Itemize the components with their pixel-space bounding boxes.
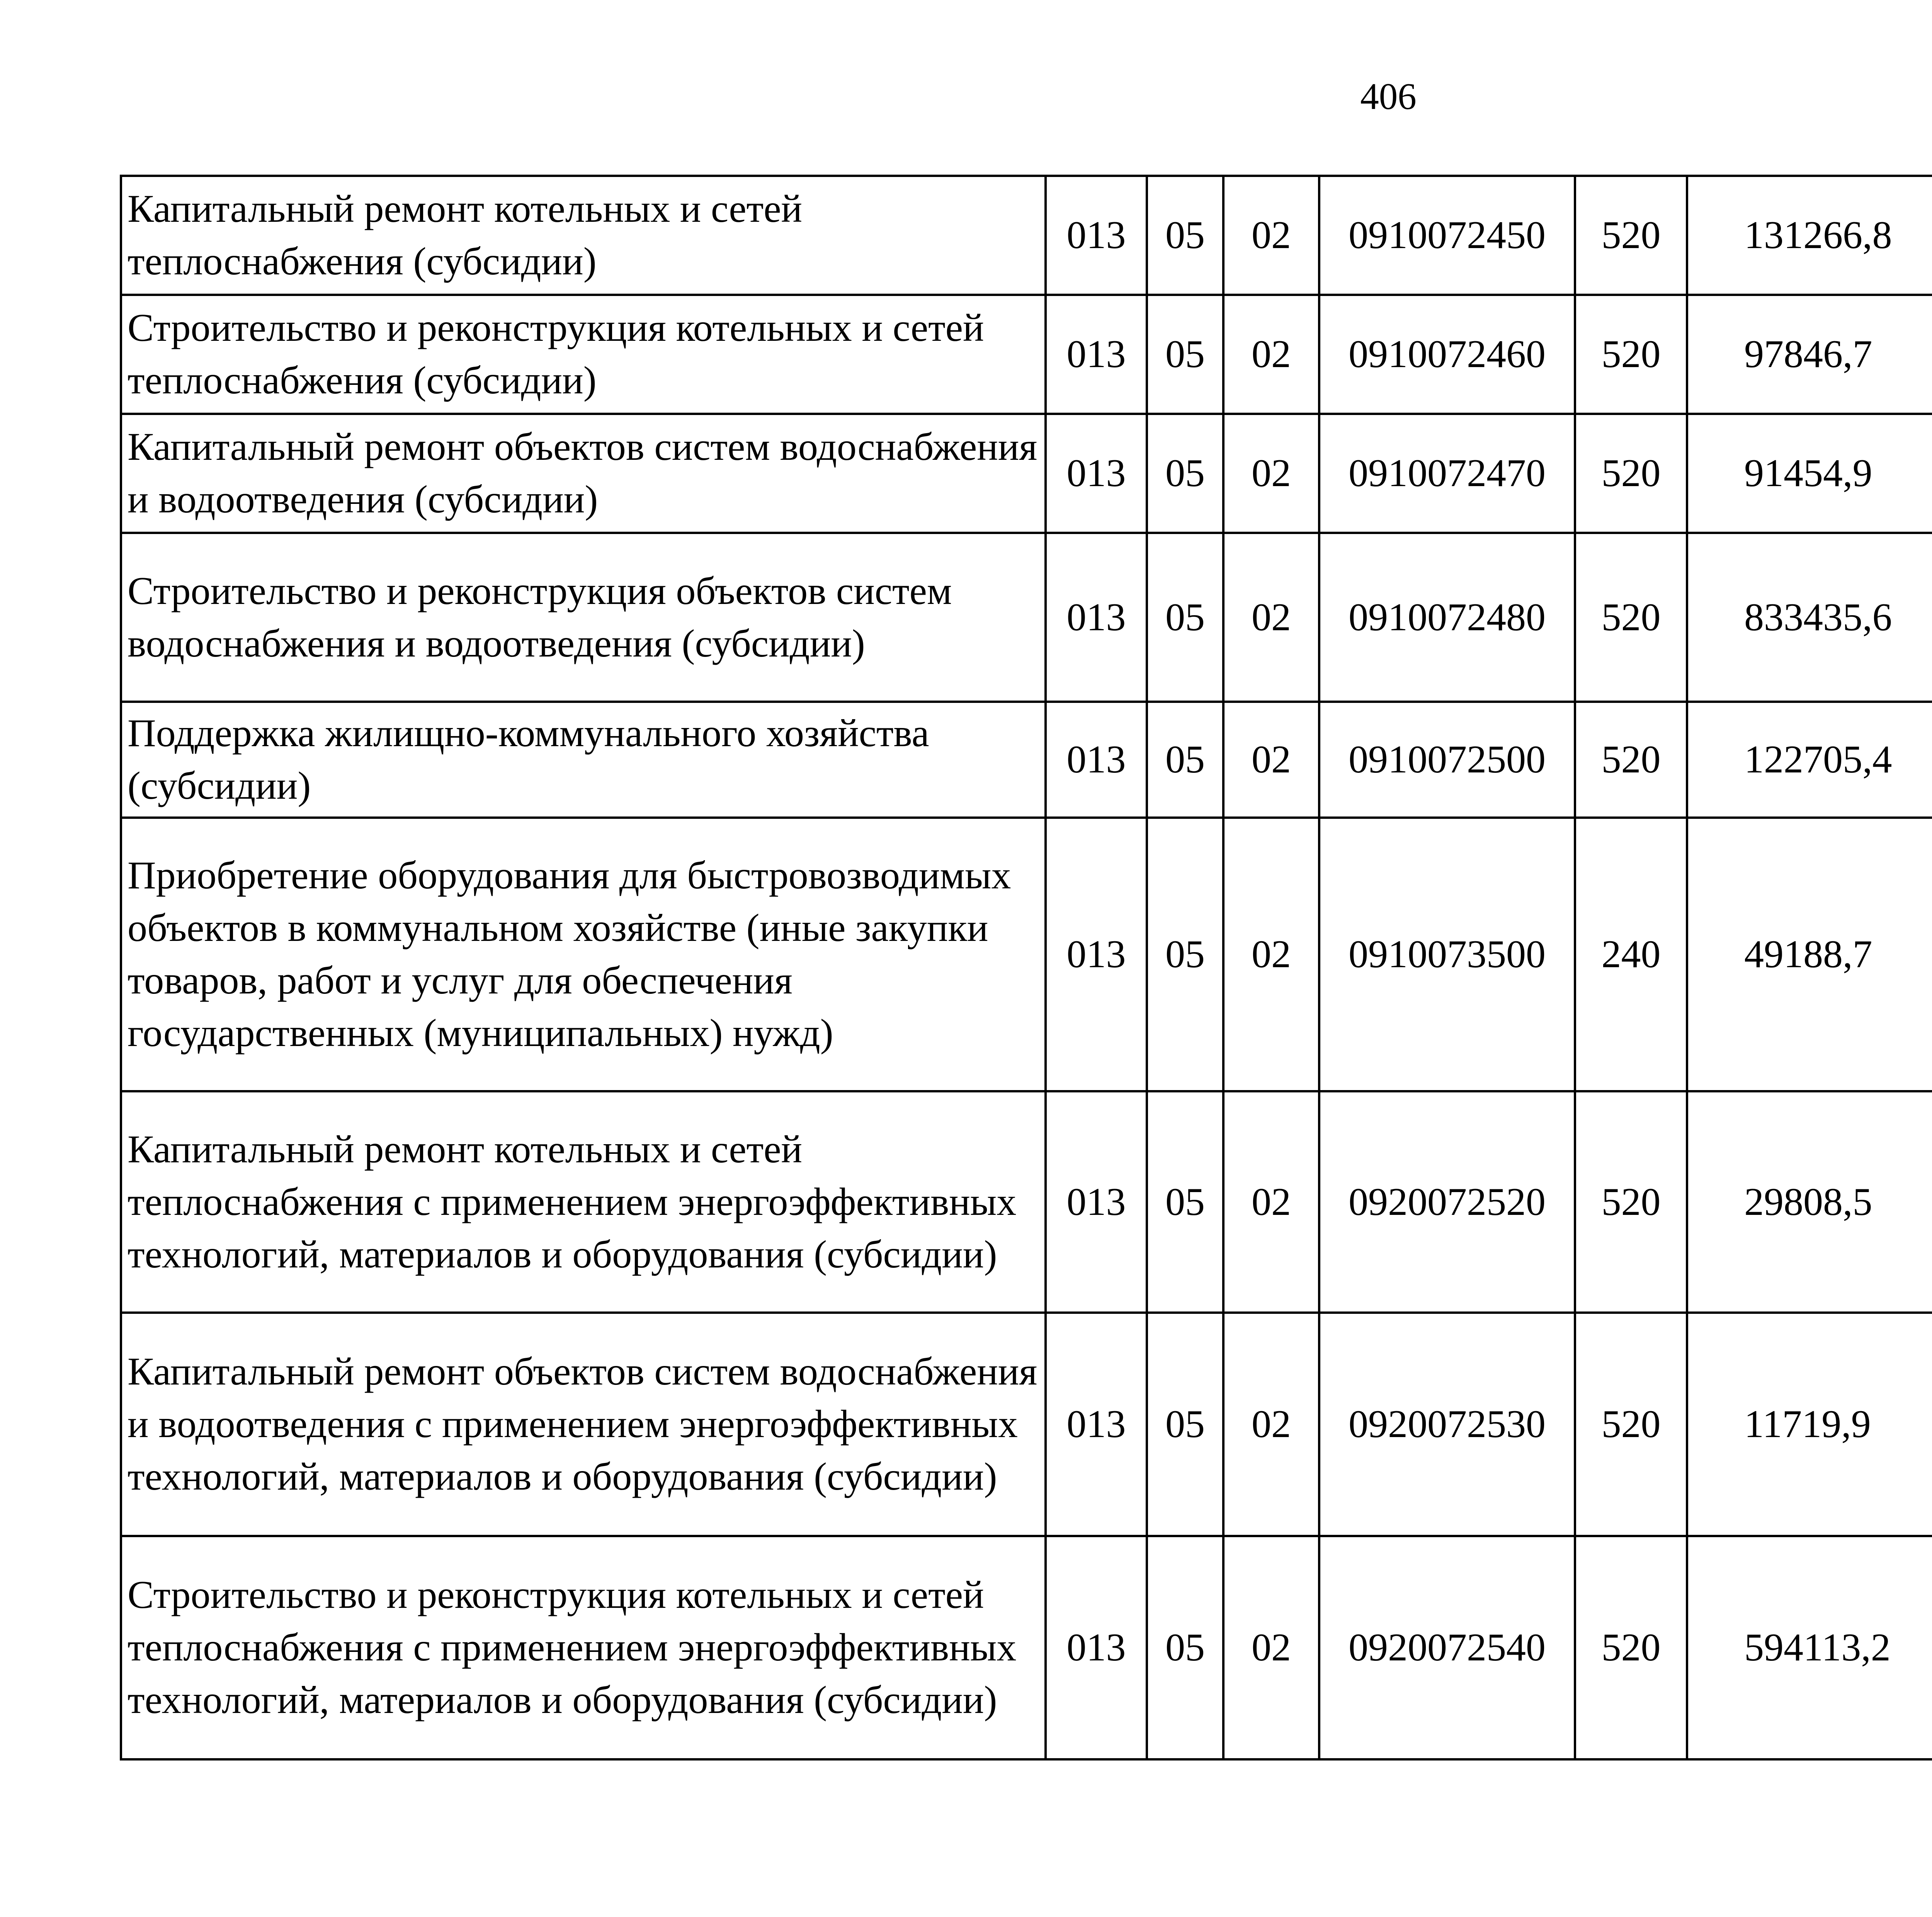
target-article-code: 0910073500 (1319, 818, 1575, 1091)
expense-kind-code: 520 (1575, 295, 1687, 414)
row-name: Капитальный ремонт котельных и сетей теплоснабжения с применением энергоэффективных технологий, материалов и оборудования (субсидии) (121, 1091, 1046, 1313)
target-article-code: 0910072450 (1319, 176, 1575, 295)
section-code: 05 (1147, 176, 1223, 295)
page-number: 406 (1360, 76, 1417, 117)
section-code: 05 (1147, 295, 1223, 414)
row-name: Строительство и реконструкция котельных и сетей теплоснабжения с применением энергоэффективных технологий, материалов и оборудования (субсидии) (121, 1536, 1046, 1759)
expense-kind-code: 520 (1575, 533, 1687, 702)
ministry-code: 013 (1046, 702, 1147, 818)
table-row (121, 702, 1932, 818)
table-row (121, 1536, 1932, 1759)
table-row (121, 295, 1932, 414)
target-article-code: 0920072520 (1319, 1091, 1575, 1313)
row-name: Строительство и реконструкция объектов систем водоснабжения и водоотведения (субсидии) (121, 533, 1046, 702)
expense-kind-code: 520 (1575, 1536, 1687, 1759)
ministry-code: 013 (1046, 295, 1147, 414)
amount-1: 833435,6 (1687, 533, 1932, 702)
section-code: 05 (1147, 533, 1223, 702)
target-article-code: 0920072540 (1319, 1536, 1575, 1759)
row-name: Капитальный ремонт объектов систем водоснабжения и водоотведения (субсидии) (121, 414, 1046, 533)
section-code: 05 (1147, 702, 1223, 818)
section-code: 05 (1147, 1536, 1223, 1759)
ministry-code: 013 (1046, 414, 1147, 533)
amount-1: 97846,7 (1687, 295, 1932, 414)
expense-kind-code: 520 (1575, 176, 1687, 295)
table-row (121, 818, 1932, 1091)
budget-table (120, 175, 1932, 1761)
subsection-code: 02 (1223, 295, 1319, 414)
section-code: 05 (1147, 1313, 1223, 1536)
ministry-code: 013 (1046, 818, 1147, 1091)
ministry-code: 013 (1046, 1091, 1147, 1313)
expense-kind-code: 240 (1575, 818, 1687, 1091)
amount-1: 29808,5 (1687, 1091, 1932, 1313)
subsection-code: 02 (1223, 414, 1319, 533)
subsection-code: 02 (1223, 533, 1319, 702)
row-name: Капитальный ремонт котельных и сетей теплоснабжения (субсидии) (121, 176, 1046, 295)
expense-kind-code: 520 (1575, 702, 1687, 818)
target-article-code: 0910072480 (1319, 533, 1575, 702)
expense-kind-code: 520 (1575, 1091, 1687, 1313)
section-code: 05 (1147, 818, 1223, 1091)
target-article-code: 0910072460 (1319, 295, 1575, 414)
row-name: Капитальный ремонт объектов систем водоснабжения и водоотведения с применением энергоэффективных технологий, материалов и оборудования (субсидии) (121, 1313, 1046, 1536)
row-name: Приобретение оборудования для быстровозводимых объектов в коммунальном хозяйстве (иные закупки товаров, работ и услуг для обеспечения государственных (муниципальных) нужд) (121, 818, 1046, 1091)
amount-1: 11719,9 (1687, 1313, 1932, 1536)
table-row (121, 1091, 1932, 1313)
amount-1: 131266,8 (1687, 176, 1932, 295)
row-name: Поддержка жилищно-коммунального хозяйства (субсидии) (121, 702, 1046, 818)
amount-1: 122705,4 (1687, 702, 1932, 818)
table-row (121, 1313, 1932, 1536)
subsection-code: 02 (1223, 818, 1319, 1091)
subsection-code: 02 (1223, 176, 1319, 295)
ministry-code: 013 (1046, 176, 1147, 295)
ministry-code: 013 (1046, 1536, 1147, 1759)
target-article-code: 0910072470 (1319, 414, 1575, 533)
amount-1: 594113,2 (1687, 1536, 1932, 1759)
target-article-code: 0910072500 (1319, 702, 1575, 818)
table-row (121, 414, 1932, 533)
ministry-code: 013 (1046, 1313, 1147, 1536)
table-row (121, 176, 1932, 295)
expense-kind-code: 520 (1575, 1313, 1687, 1536)
subsection-code: 02 (1223, 1536, 1319, 1759)
row-name: Строительство и реконструкция котельных и сетей теплоснабжения (субсидии) (121, 295, 1046, 414)
amount-1: 91454,9 (1687, 414, 1932, 533)
subsection-code: 02 (1223, 1091, 1319, 1313)
target-article-code: 0920072530 (1319, 1313, 1575, 1536)
amount-1: 49188,7 (1687, 818, 1932, 1091)
ministry-code: 013 (1046, 533, 1147, 702)
subsection-code: 02 (1223, 1313, 1319, 1536)
expense-kind-code: 520 (1575, 414, 1687, 533)
section-code: 05 (1147, 1091, 1223, 1313)
table-row (121, 533, 1932, 702)
section-code: 05 (1147, 414, 1223, 533)
subsection-code: 02 (1223, 702, 1319, 818)
